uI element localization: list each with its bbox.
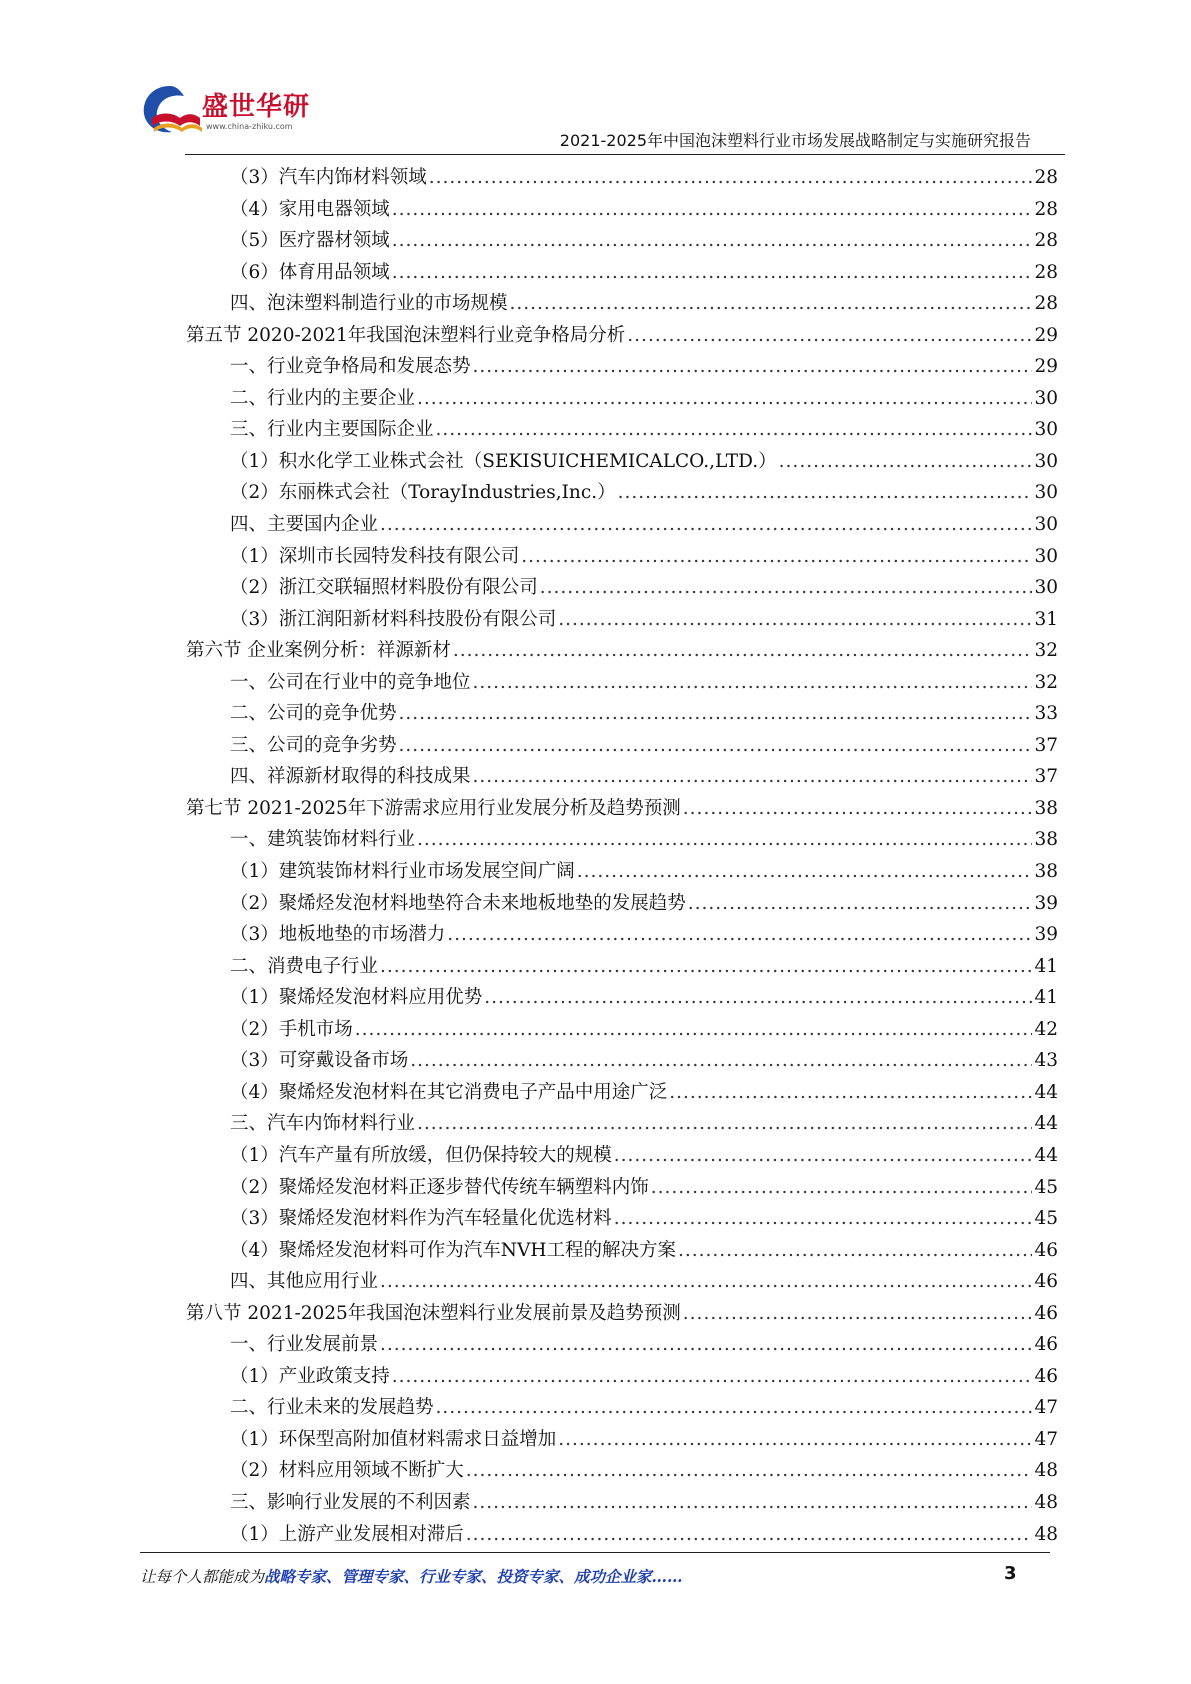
toc-entry[interactable]: [186, 1266, 1058, 1298]
toc-entry-page: 28: [1034, 198, 1058, 220]
toc-entry-page: 30: [1034, 419, 1058, 441]
toc-entry-label: （2）浙江交联辐照材料股份有限公司: [230, 577, 538, 599]
toc-entry[interactable]: [186, 604, 1058, 636]
footer-slogan: [140, 1565, 683, 1587]
toc-entry-page: 38: [1034, 829, 1058, 851]
toc-entry-label: （2）聚烯烃发泡材料地垫符合未来地板地垫的发展趋势: [230, 892, 686, 914]
toc-entry-label: （1）汽车产量有所放缓，但仍保持较大的规模: [230, 1144, 612, 1166]
toc-entry-page: 37: [1034, 766, 1058, 788]
toc-entry-label: （3）聚烯烃发泡材料作为汽车轻量化优选材料: [230, 1208, 612, 1230]
page-number: 3: [1004, 1563, 1017, 1584]
toc-entry-page: 28: [1034, 293, 1058, 315]
toc-entry[interactable]: [186, 1172, 1058, 1204]
toc-entry[interactable]: [186, 824, 1058, 856]
toc-entry-label: 一、建筑装饰材料行业: [230, 829, 416, 851]
toc-entry-page: 41: [1034, 955, 1058, 977]
toc-leader-dots: [399, 698, 1033, 730]
toc-entry-page: 33: [1034, 703, 1058, 725]
toc-leader-dots: [510, 288, 1033, 320]
toc-leader-dots: [688, 888, 1033, 920]
toc-leader-dots: [558, 1424, 1032, 1456]
toc-entry[interactable]: [186, 635, 1058, 667]
toc-entry-label: （1）上游产业发展相对滞后: [230, 1523, 464, 1545]
toc-leader-dots: [380, 1266, 1032, 1298]
toc-entry[interactable]: [186, 1519, 1058, 1551]
toc-entry-label: 一、行业发展前景: [230, 1334, 379, 1356]
toc-entry[interactable]: [186, 194, 1058, 226]
toc-entry-page: 48: [1034, 1491, 1058, 1513]
toc-entry[interactable]: [186, 1014, 1058, 1046]
toc-entry[interactable]: [186, 509, 1058, 541]
toc-entry-page: 31: [1034, 608, 1058, 630]
toc-entry-label: （3）地板地垫的市场潜力: [230, 924, 446, 946]
toc-entry-page: 29: [1034, 356, 1058, 378]
toc-leader-dots: [417, 1108, 1032, 1140]
toc-entry[interactable]: [186, 162, 1058, 194]
logo-emblem-icon: [140, 82, 204, 138]
toc-entry-page: 28: [1034, 230, 1058, 252]
toc-leader-dots: [577, 856, 1033, 888]
toc-entry-page: 47: [1034, 1397, 1058, 1419]
toc-leader-dots: [380, 951, 1032, 983]
toc-entry-label: 四、主要国内企业: [230, 514, 379, 536]
toc-leader-dots: [779, 446, 1033, 478]
toc-entry[interactable]: [186, 1424, 1058, 1456]
toc-entry[interactable]: [186, 1392, 1058, 1424]
toc-entry-label: （2）手机市场: [230, 1018, 353, 1040]
toc-leader-dots: [453, 635, 1033, 667]
toc-leader-dots: [669, 1077, 1032, 1109]
toc-entry[interactable]: [186, 446, 1058, 478]
toc-entry[interactable]: [186, 414, 1058, 446]
page-header: [0, 0, 1191, 160]
toc-entry-label: （2）聚烯烃发泡材料正逐步替代传统车辆塑料内饰: [230, 1176, 649, 1198]
toc-leader-dots: [618, 477, 1033, 509]
toc-leader-dots: [678, 1235, 1033, 1267]
toc-entry-page: 38: [1034, 861, 1058, 883]
toc-entry-label: （4）家用电器领域: [230, 198, 390, 220]
logo-name: 盛世华研: [202, 92, 311, 122]
toc-entry[interactable]: [186, 730, 1058, 762]
toc-entry-page: 46: [1034, 1334, 1058, 1356]
toc-entry-page: 45: [1034, 1208, 1058, 1230]
toc-entry[interactable]: [186, 288, 1058, 320]
toc-leader-dots: [627, 320, 1032, 352]
toc-entry-page: 45: [1034, 1176, 1058, 1198]
toc-leader-dots: [429, 162, 1033, 194]
toc-leader-dots: [380, 1329, 1032, 1361]
toc-entry-label: 第五节 2020-2021年我国泡沫塑料行业竞争格局分析: [186, 324, 626, 346]
toc-leader-dots: [651, 1172, 1033, 1204]
toc-entry-label: （4）聚烯烃发泡材料可作为汽车NVH工程的解决方案: [230, 1239, 676, 1261]
toc-leader-dots: [355, 1014, 1033, 1046]
toc-leader-dots: [614, 1140, 1033, 1172]
toc-leader-dots: [380, 509, 1032, 541]
toc-leader-dots: [484, 982, 1032, 1014]
toc-entry[interactable]: [186, 698, 1058, 730]
toc-entry-page: 48: [1034, 1460, 1058, 1482]
toc-entry-label: 第八节 2021-2025年我国泡沫塑料行业发展前景及趋势预测: [186, 1302, 681, 1324]
toc-entry[interactable]: [186, 1235, 1058, 1267]
toc-leader-dots: [436, 414, 1033, 446]
toc-entry-label: 二、公司的竞争优势: [230, 703, 397, 725]
toc-entry-label: 三、影响行业发展的不利因素: [230, 1491, 471, 1513]
toc-entry-label: 二、行业未来的发展趋势: [230, 1397, 434, 1419]
toc-entry-page: 42: [1034, 1018, 1058, 1040]
toc-entry[interactable]: [186, 667, 1058, 699]
toc-entry-label: 第七节 2021-2025年下游需求应用行业发展分析及趋势预测: [186, 797, 681, 819]
toc-leader-dots: [466, 1519, 1033, 1551]
footer-divider: [140, 1552, 1050, 1553]
toc-entry[interactable]: [186, 1045, 1058, 1077]
toc-entry[interactable]: [186, 1077, 1058, 1109]
toc-entry-page: 37: [1034, 734, 1058, 756]
toc-entry-label: 三、汽车内饰材料行业: [230, 1113, 416, 1135]
toc-entry[interactable]: [186, 383, 1058, 415]
toc-entry-page: 28: [1034, 261, 1058, 283]
toc-entry-page: 30: [1034, 482, 1058, 504]
toc-leader-dots: [521, 541, 1032, 573]
header-divider: [185, 154, 1065, 155]
toc-entry[interactable]: [186, 1487, 1058, 1519]
toc-entry[interactable]: [186, 919, 1058, 951]
toc-entry-label: （3）可穿戴设备市场: [230, 1050, 409, 1072]
toc-leader-dots: [392, 225, 1033, 257]
toc-leader-dots: [466, 1455, 1033, 1487]
toc-entry[interactable]: [186, 320, 1058, 352]
toc-entry[interactable]: [186, 1140, 1058, 1172]
toc-leader-dots: [683, 1298, 1033, 1330]
toc-entry-label: 二、消费电子行业: [230, 955, 379, 977]
toc-entry-page: 32: [1034, 671, 1058, 693]
toc-entry-label: 四、泡沫塑料制造行业的市场规模: [230, 293, 508, 315]
toc-entry-page: 38: [1034, 797, 1058, 819]
toc-leader-dots: [473, 1487, 1033, 1519]
toc-entry-label: （1）产业政策支持: [230, 1365, 390, 1387]
toc-entry-label: 三、行业内主要国际企业: [230, 419, 434, 441]
toc-leader-dots: [683, 793, 1033, 825]
toc-entry[interactable]: [186, 888, 1058, 920]
toc-leader-dots: [473, 761, 1033, 793]
toc-entry-page: 30: [1034, 545, 1058, 567]
toc-entry[interactable]: [186, 1329, 1058, 1361]
toc-entry-page: 41: [1034, 987, 1058, 1009]
toc-leader-dots: [614, 1203, 1033, 1235]
toc-entry-label: 一、行业竞争格局和发展态势: [230, 356, 471, 378]
toc-entry-page: 30: [1034, 387, 1058, 409]
toc-entry-page: 44: [1034, 1113, 1058, 1135]
toc-entry-page: 39: [1034, 892, 1058, 914]
toc-leader-dots: [392, 194, 1033, 226]
toc-entry-page: 39: [1034, 924, 1058, 946]
logo-url: www.china-zhiku.com: [206, 122, 293, 131]
toc-entry-label: （5）医疗器材领域: [230, 230, 390, 252]
toc-entry-page: 46: [1034, 1239, 1058, 1261]
toc-entry-page: 32: [1034, 640, 1058, 662]
toc-entry-page: 46: [1034, 1271, 1058, 1293]
toc-entry-page: 29: [1034, 324, 1058, 346]
toc-entry-page: 47: [1034, 1428, 1058, 1450]
toc-entry[interactable]: [186, 1108, 1058, 1140]
toc-entry-label: （6）体育用品领域: [230, 261, 390, 283]
toc-entry-label: （1）聚烯烃发泡材料应用优势: [230, 987, 483, 1009]
toc-leader-dots: [436, 1392, 1033, 1424]
toc-entry-label: （2）材料应用领域不断扩大: [230, 1460, 464, 1482]
table-of-contents: [186, 162, 1058, 1550]
toc-entry-label: 四、其他应用行业: [230, 1271, 379, 1293]
toc-entry[interactable]: [186, 225, 1058, 257]
toc-leader-dots: [392, 1361, 1033, 1393]
toc-entry[interactable]: [186, 793, 1058, 825]
toc-entry-page: 48: [1034, 1523, 1058, 1545]
toc-entry-page: 30: [1034, 577, 1058, 599]
toc-entry[interactable]: [186, 541, 1058, 573]
report-title: 2021-2025年中国泡沫塑料行业市场发展战略制定与实施研究报告: [559, 131, 1031, 150]
toc-entry-label: （3）浙江润阳新材料科技股份有限公司: [230, 608, 557, 630]
toc-entry-label: （1）深圳市长园特发科技有限公司: [230, 545, 520, 567]
toc-entry-page: 28: [1034, 167, 1058, 188]
toc-entry[interactable]: [186, 982, 1058, 1014]
toc-entry[interactable]: [186, 257, 1058, 289]
toc-leader-dots: [540, 572, 1033, 604]
toc-entry[interactable]: [186, 1298, 1058, 1330]
toc-entry[interactable]: [186, 351, 1058, 383]
toc-leader-dots: [417, 824, 1032, 856]
toc-entry[interactable]: [186, 477, 1058, 509]
toc-entry-label: （3）汽车内饰材料领域: [230, 167, 427, 188]
toc-leader-dots: [473, 351, 1033, 383]
toc-leader-dots: [447, 919, 1032, 951]
toc-leader-dots: [417, 383, 1032, 415]
toc-entry-label: 三、公司的竞争劣势: [230, 734, 397, 756]
toc-entry[interactable]: [186, 572, 1058, 604]
toc-leader-dots: [473, 667, 1033, 699]
toc-entry-label: 四、祥源新材取得的科技成果: [230, 766, 471, 788]
toc-entry-page: 46: [1034, 1365, 1058, 1387]
toc-entry-page: 43: [1034, 1050, 1058, 1072]
toc-entry[interactable]: [186, 951, 1058, 983]
toc-leader-dots: [410, 1045, 1032, 1077]
toc-entry-label: （1）积水化学工业株式会社（SEKISUICHEMICALCO.,LTD.）: [230, 450, 777, 472]
toc-entry-page: 30: [1034, 514, 1058, 536]
toc-entry-label: （1）建筑装饰材料行业市场发展空间广阔: [230, 861, 575, 883]
toc-entry-page: 44: [1034, 1081, 1058, 1103]
toc-leader-dots: [399, 730, 1033, 762]
toc-entry-label: 第六节 企业案例分析：祥源新材: [186, 640, 451, 662]
slogan-highlight: 战略专家、管理专家、行业专家、投资专家、成功企业家……: [264, 1567, 683, 1586]
company-logo: [140, 82, 330, 152]
toc-leader-dots: [558, 604, 1032, 636]
toc-entry-label: 一、公司在行业中的竞争地位: [230, 671, 471, 693]
toc-entry[interactable]: [186, 856, 1058, 888]
toc-entry[interactable]: [186, 761, 1058, 793]
slogan-prefix: 让每个人都能成为: [140, 1568, 265, 1586]
toc-entry-page: 30: [1034, 450, 1058, 472]
toc-entry-page: 44: [1034, 1144, 1058, 1166]
toc-entry[interactable]: [186, 1361, 1058, 1393]
toc-entry-label: 二、行业内的主要企业: [230, 387, 416, 409]
toc-entry-page: 46: [1034, 1302, 1058, 1324]
toc-entry-label: （2）东丽株式会社（TorayIndustries,Inc.）: [230, 482, 616, 504]
toc-leader-dots: [392, 257, 1033, 289]
toc-entry-label: （1）环保型高附加值材料需求日益增加: [230, 1428, 557, 1450]
toc-entry[interactable]: [186, 1455, 1058, 1487]
toc-entry-label: （4）聚烯烃发泡材料在其它消费电子产品中用途广泛: [230, 1081, 668, 1103]
toc-entry[interactable]: [186, 1203, 1058, 1235]
